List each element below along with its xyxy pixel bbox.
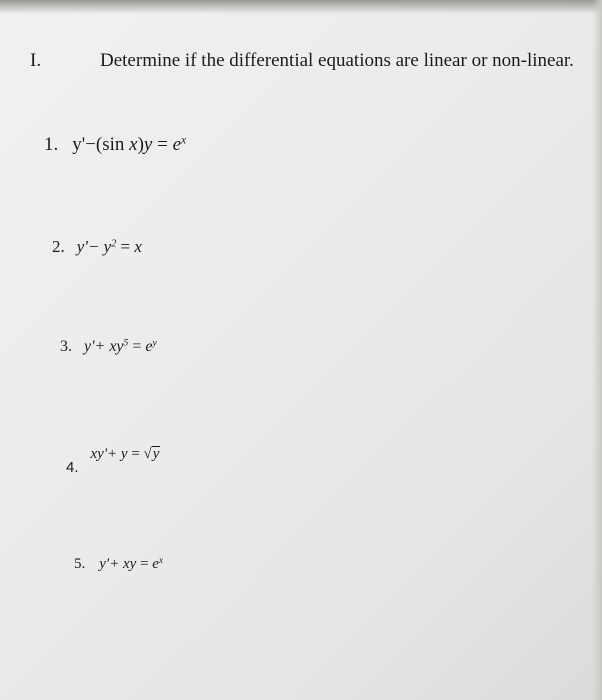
equation-1: y'−(sin $x)y = e^x$ xyxy=(72,134,187,155)
sqrt-sign: √ xyxy=(143,446,152,462)
problem-4 xyxy=(66,445,160,476)
problem-number: 3. xyxy=(60,338,72,355)
problem-2 xyxy=(52,237,142,257)
photo-top-shadow xyxy=(0,0,602,14)
problem-number: 1. xyxy=(44,134,59,155)
sqrt-argument: y xyxy=(152,446,160,462)
problem-5 xyxy=(74,556,163,573)
equation-4: xy'+ y = √y xyxy=(90,446,160,462)
problem-3 xyxy=(60,338,157,356)
equation-5: y'+ xy = $e^x$ xyxy=(99,555,163,572)
problem-number: 4. xyxy=(66,459,79,476)
problem-1 xyxy=(44,134,186,156)
equation-2: $y'- y^2 = x$ xyxy=(76,237,142,256)
photo-right-edge xyxy=(592,0,602,700)
section-number: I. xyxy=(30,50,42,71)
instruction-text: Determine if the differential equations are linear or non-linear. xyxy=(100,50,574,71)
problem-number: 2. xyxy=(52,237,65,256)
equation-3: $y'+ xy^5 = e^y$ xyxy=(84,337,157,355)
problem-number: 5. xyxy=(74,556,86,572)
